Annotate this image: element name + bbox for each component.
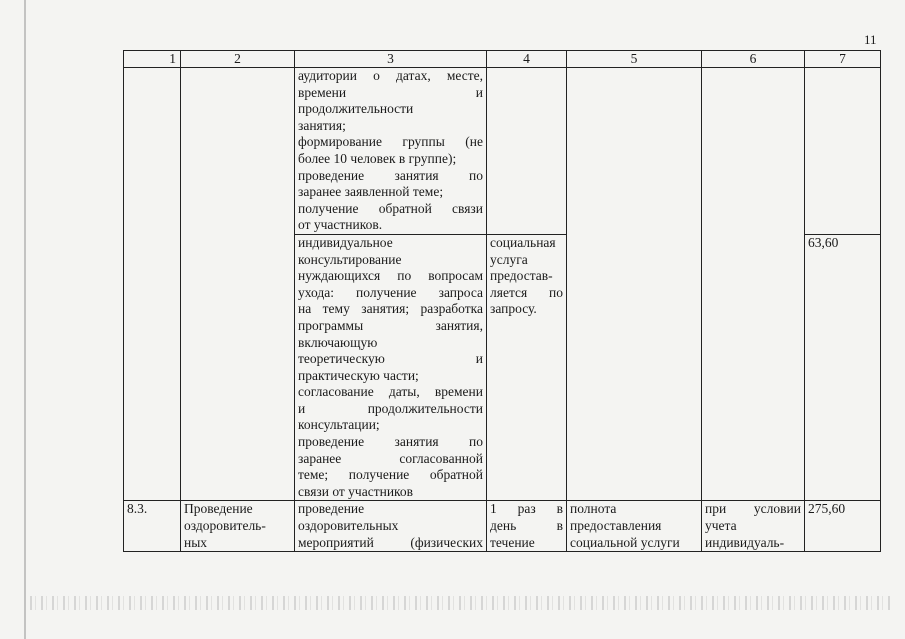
- text-line: индивидуаль-: [705, 534, 785, 550]
- page-number: 11: [864, 32, 877, 47]
- text-line: заранее заявленной теме;: [298, 184, 444, 200]
- row-a-col2: [181, 68, 295, 501]
- text-line: продолжительности: [298, 101, 414, 117]
- text-line: день в: [490, 518, 563, 534]
- text-line: ухода: получение запроса: [298, 284, 483, 300]
- row-b-price: 63,60: [805, 234, 881, 501]
- row-a-col7: [805, 68, 881, 235]
- column-header-4: 4: [487, 51, 567, 68]
- page-edge-shadow: [24, 0, 26, 639]
- text-line: при условии: [705, 501, 801, 517]
- text-line: консультации;: [298, 417, 380, 433]
- text-line: консультирование: [298, 251, 402, 267]
- text-line: заранее согласованной: [298, 450, 483, 466]
- text-line: оздоровительных: [298, 518, 399, 534]
- text-line: и продолжительности: [298, 400, 483, 416]
- row-a-col6: [702, 68, 805, 501]
- table-row: [124, 68, 881, 235]
- text-line: запросу.: [490, 301, 537, 317]
- text-line: 1 раз в: [490, 501, 563, 517]
- text-line: времени и: [298, 84, 483, 100]
- row-c-conditions: [702, 501, 805, 552]
- text-line: формирование группы (не: [298, 134, 483, 150]
- text-line: ляется по: [490, 284, 563, 300]
- text-line: услуга: [490, 251, 528, 267]
- quality-line: социальной услуги: [570, 534, 680, 550]
- column-header-1: 1: [124, 51, 181, 68]
- column-header-6: 6: [702, 51, 805, 68]
- service-name-line: Проведение: [184, 501, 253, 517]
- text-line: проведение: [298, 501, 365, 517]
- row-c-quality: [567, 501, 702, 552]
- quality-line: полнота: [570, 501, 617, 517]
- service-name-line: оздоровитель-: [184, 518, 266, 534]
- text-line: на тему занятия; разработка: [298, 301, 483, 317]
- text-line: связи от участников: [298, 483, 414, 499]
- row-c-price: 275,60: [805, 501, 881, 552]
- row-c-number: 8.3.: [124, 501, 181, 552]
- row-a-description: [295, 68, 487, 235]
- text-line: теоретическую и: [298, 351, 483, 367]
- text-line: программы занятия,: [298, 317, 483, 333]
- text-line: мероприятий (физических: [298, 534, 483, 550]
- text-line: проведение занятия по: [298, 434, 483, 450]
- text-line: индивидуальное: [298, 234, 393, 250]
- row-a-col5: [567, 68, 702, 501]
- services-table: [123, 50, 881, 552]
- row-b-description: [295, 234, 487, 501]
- text-line: занятия;: [298, 117, 346, 133]
- row-b-frequency: [487, 234, 567, 501]
- text-line: теме; получение обратной: [298, 467, 483, 483]
- column-header-7: 7: [805, 51, 881, 68]
- text-line: учета: [705, 518, 737, 534]
- row-a-col1: [124, 68, 181, 501]
- text-line: практическую части;: [298, 367, 419, 383]
- text-line: аудитории о датах, месте,: [298, 68, 483, 83]
- service-name-line: ных: [184, 534, 208, 550]
- scan-noise-strip: [30, 596, 890, 610]
- text-line: проведение занятия по: [298, 167, 483, 183]
- text-line: от участников.: [298, 217, 383, 233]
- row-c-service-name: [181, 501, 295, 552]
- column-header-2: 2: [181, 51, 295, 68]
- text-line: течение: [490, 534, 535, 550]
- text-line: включающую: [298, 334, 378, 350]
- column-header-3: 3: [295, 51, 487, 68]
- row-c-description: [295, 501, 487, 552]
- text-line: более 10 человек в группе);: [298, 150, 457, 166]
- row-a-col4: [487, 68, 567, 235]
- text-line: согласование даты, времени: [298, 384, 483, 400]
- quality-line: предоставления: [570, 518, 662, 534]
- text-line: нуждающихся по вопросам: [298, 268, 483, 284]
- text-line: получение обратной связи: [298, 200, 483, 216]
- column-number-row: [124, 51, 881, 68]
- text-line: социальная: [490, 234, 556, 250]
- table-row: [124, 501, 881, 552]
- row-c-frequency: [487, 501, 567, 552]
- column-header-5: 5: [567, 51, 702, 68]
- text-line: предостав-: [490, 268, 553, 284]
